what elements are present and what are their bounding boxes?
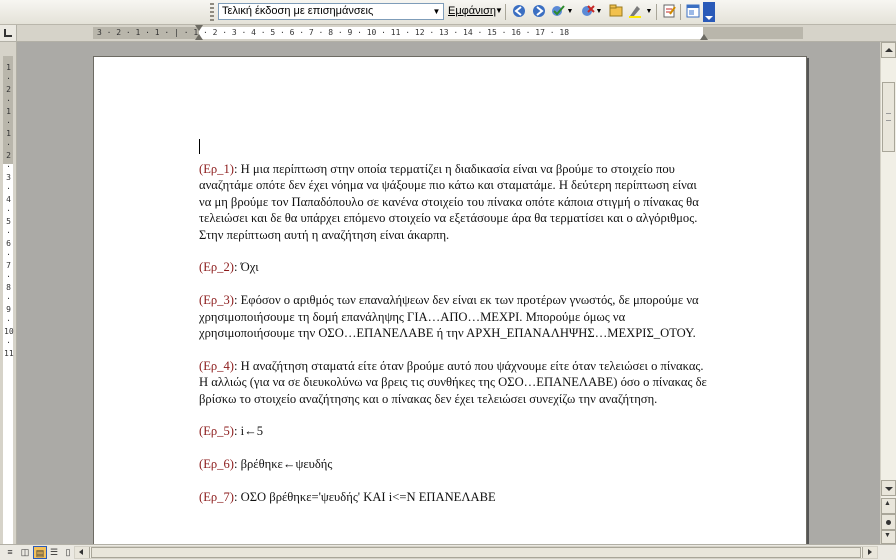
vertical-ruler[interactable] xyxy=(0,42,17,544)
tab-selector-button[interactable] xyxy=(0,25,17,42)
show-menu-button[interactable]: Εμφάνιση xyxy=(448,5,497,17)
document-page[interactable] xyxy=(93,56,807,544)
paragraph-text: : ΟΣΟ βρέθηκε='ψευδής' ΚΑΙ i<=Ν ΕΠΑΝΕΛΑΒΕ xyxy=(233,490,496,505)
toolbar-separator xyxy=(680,4,681,20)
display-for-review-select[interactable] xyxy=(218,3,444,20)
question-tag: (Ερ_7) xyxy=(199,490,234,505)
paragraph-2 xyxy=(199,259,709,275)
right-margin-area xyxy=(703,27,803,39)
next-change-icon[interactable] xyxy=(530,3,548,21)
reading-layout-view-icon[interactable]: ▯ xyxy=(65,547,71,557)
hanging-indent-marker[interactable] xyxy=(195,34,203,40)
right-indent-marker[interactable] xyxy=(700,34,708,40)
toolbar-options-icon xyxy=(705,16,713,20)
paragraph-text: : Η αναζήτηση σταματά είτε όταν βρούμε αυτό που ψάχνουμε είτε όταν τελειώσει ο πίνακας. Η αλλιώς (για να σε διευκολύνω να βρεις τις συνθήκες της ΟΣΟ…ΕΠΑΝΕΛΑΒΕ) όσο ο πίνακας δε βρίσκω το στοιχείο αναζήτησης και ο πίνακας δεν έχει τελειώσει συνεχίζω την αναζήτηση. xyxy=(199,358,707,406)
question-tag: (Ερ_1) xyxy=(199,162,234,176)
paragraph-text: : i←5 xyxy=(233,424,264,439)
reviewing-toolbar xyxy=(0,0,896,25)
normal-view-icon[interactable]: ≡ xyxy=(7,547,13,557)
scroll-down-button[interactable] xyxy=(881,480,896,496)
dropdown-arrow-icon[interactable]: ▼ xyxy=(432,7,441,16)
web-layout-view-icon[interactable]: ◫ xyxy=(20,547,30,557)
accept-dropdown-arrow-icon[interactable]: ▼ xyxy=(566,8,574,15)
bottom-bar xyxy=(0,544,896,560)
display-mode-value: Τελική έκδοση με επισημάνσεις xyxy=(222,5,374,17)
select-browse-object-button[interactable] xyxy=(881,514,896,530)
reviewing-pane-icon[interactable] xyxy=(684,3,702,21)
horizontal-ruler[interactable] xyxy=(17,25,896,42)
track-changes-icon[interactable] xyxy=(660,3,678,21)
first-line-indent-marker[interactable] xyxy=(195,25,203,31)
paragraph-5 xyxy=(199,423,709,439)
previous-page-button[interactable] xyxy=(881,498,896,514)
paragraph-text: : Όχι xyxy=(233,260,259,275)
next-page-button[interactable] xyxy=(881,530,896,544)
paragraph-1 xyxy=(199,161,709,243)
paragraph-text: : βρέθηκε←ψευδής xyxy=(233,457,333,472)
question-tag: (Ερ_6) xyxy=(199,457,234,472)
reject-dropdown-arrow-icon[interactable]: ▼ xyxy=(595,8,603,15)
scroll-right-button[interactable] xyxy=(862,547,877,558)
paragraph-text: : Η μια περίπτωση στην οποία τερματίζει η διαδικασία είναι να βρούμε το στοιχείο που αναζητάμε οπότε δεν έχει νόημα να ψάξουμε πιο κάτω και σταματάμε. Η δεύτερη περίπτωση είναι να μη βρούμε τον Παπαδόπουλο σε κανένα στοιχείο του πίνακα οπότε κάποια στιγμή ο πίνακας θα τελειώσει και δε θα υπάρχει επόμενο στοιχείο να εξετάσουμε άρα θα τερματίσει και ο αλγόριθμος. Στην περίπτωση αυτή η αναζήτηση είναι άκαρπη. xyxy=(199,162,699,242)
paragraph-4 xyxy=(199,358,709,407)
highlight-icon[interactable] xyxy=(626,3,644,21)
toolbar-options-button[interactable] xyxy=(703,2,715,22)
toolbar-separator xyxy=(656,4,657,20)
horizontal-scrollbar[interactable] xyxy=(74,546,878,559)
previous-change-icon[interactable] xyxy=(510,3,528,21)
document-area xyxy=(17,42,880,544)
toolbar-separator xyxy=(505,4,506,20)
question-tag: (Ερ_5) xyxy=(199,424,234,439)
paragraph-7 xyxy=(199,489,709,505)
question-tag: (Ερ_4) xyxy=(199,358,234,373)
text-cursor xyxy=(199,139,200,154)
ruler-tick-labels: 3 · 2 · 1 · 1 · | · 1 · 2 · 3 · 4 · 5 · 6 · 7 · 8 · 9 · 10 · 11 · 12 · 13 · 14 · 15 · 16 · 17 · 18 xyxy=(97,28,570,37)
new-comment-icon[interactable] xyxy=(607,3,625,21)
paragraph-text: : Εφόσον ο αριθμός των επαναλήψεων δεν είναι εκ των προτέρων γνωστός, δε μπορούμε να χρησιμοποιήσουμε τη δομή επανάληψης ΓΙΑ…ΑΠΟ…ΜΕΧΡΙ. Μπορούμε όμως να χρησιμοποιήσουμε την ΟΣΟ…ΕΠΑΝΕΛΑΒΕ ή την ΑΡΧΗ_ΕΠΑΝΑΛΗΨΗΣ…ΜΕΧΡΙΣ_ΟΤΟΥ. xyxy=(199,293,699,341)
print-layout-view-icon[interactable]: ▤ xyxy=(33,546,47,559)
vertical-scrollbar[interactable] xyxy=(880,42,896,544)
vertical-scroll-thumb[interactable] xyxy=(882,82,895,152)
question-tag: (Ερ_3) xyxy=(199,293,234,308)
scroll-up-button[interactable] xyxy=(881,42,896,58)
outline-view-icon[interactable]: ☰ xyxy=(49,547,59,557)
horizontal-scroll-thumb[interactable] xyxy=(91,547,861,558)
show-menu-arrow-icon[interactable]: ▼ xyxy=(495,6,503,15)
left-tab-icon xyxy=(4,29,12,37)
paragraph-6 xyxy=(199,456,709,472)
document-body[interactable] xyxy=(199,161,709,522)
toolbar-grip[interactable] xyxy=(210,3,214,21)
scroll-left-button[interactable] xyxy=(75,547,90,558)
highlight-dropdown-arrow-icon[interactable]: ▼ xyxy=(645,8,653,15)
paragraph-3 xyxy=(199,292,709,341)
question-tag: (Ερ_2) xyxy=(199,260,234,275)
vertical-ruler-tick-labels: 1 · 2 · 1 · 1 · 2 · 3 · 4 · 5 · 6 · 7 · 8 · 9 · 10 · 11 xyxy=(4,63,14,358)
